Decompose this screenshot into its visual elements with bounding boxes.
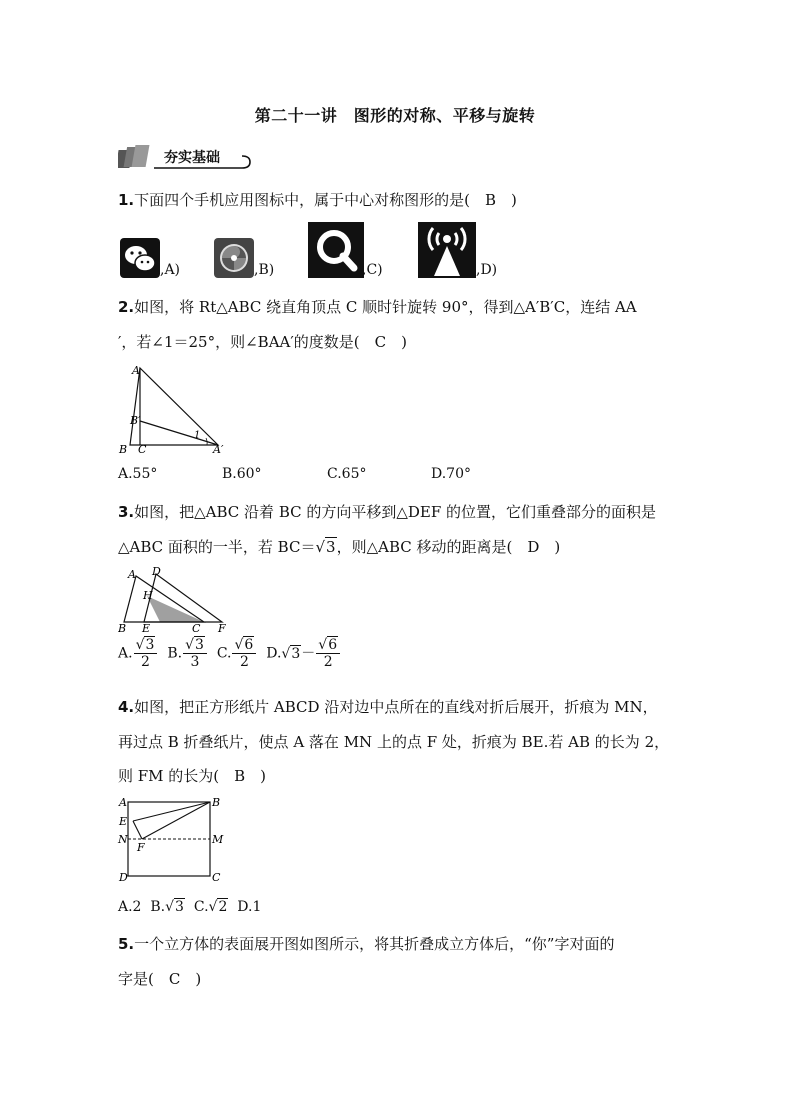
label-b: B (212, 796, 221, 809)
question-number: 5. (118, 935, 135, 953)
q4-option-b-sqrt: √3 (165, 899, 184, 915)
label-a: A (132, 364, 140, 377)
label-n: N (118, 833, 128, 846)
option-b-label: ,B) (254, 262, 275, 278)
q3-option-c-fraction: $\frac{√6}{2}$ (232, 638, 256, 669)
square-fold-figure (116, 794, 226, 886)
sqrt-expression: √3 (315, 538, 336, 556)
question-text: 如图，将 Rt△ABC 绕直角顶点 C 顺时针旋转 90°，得到△A′B′C，连结 AA (134, 298, 637, 316)
q3-option-b-fraction: $\frac{√3}{3}$ (183, 638, 207, 669)
label-f: F (137, 841, 145, 854)
q3-option-d-fraction: $\frac{√6}{2}$ (316, 638, 340, 669)
question-text: 下面四个手机应用图标中，属于中心对称图形的是( B ) (134, 191, 517, 209)
q4-option-c-sqrt: √2 (208, 899, 228, 915)
question-3-line-1 (118, 502, 656, 522)
question-3-line-2 (118, 537, 560, 557)
option-a-label: ,A) (160, 262, 181, 278)
q3-option-d-sqrt: √3 (281, 645, 301, 662)
q3-option-b-label: B. (167, 645, 183, 662)
option-d-label: ,D) (476, 262, 498, 278)
q4-option-a: A.2 (118, 899, 142, 915)
label-d: D (152, 566, 161, 578)
question-text: 如图，把△ABC 沿着 BC 的方向平移到△DEF 的位置，它们重叠部分的面积是 (134, 503, 657, 521)
q3-option-c-label: C. (216, 645, 232, 662)
option-c-label: ,C) (362, 262, 383, 278)
q4-option-b-label: B. (150, 899, 166, 915)
label-c: C (192, 622, 201, 634)
question-number: 4. (118, 698, 135, 716)
question-5-line-2: 字是( C ) (118, 970, 202, 988)
question-text: ，则△ABC 移动的距离是( D ) (336, 538, 561, 556)
q3-option-d-label: D. (266, 645, 282, 662)
label-b: B (118, 622, 127, 634)
signal-tower-icon (418, 222, 476, 278)
label-b-prime: B′ (130, 414, 141, 427)
section-label: 夯实基础 (164, 150, 220, 166)
label-e: E (142, 622, 151, 634)
rotation-triangle-figure (118, 362, 238, 454)
q2-option-a: A.55° (118, 466, 158, 482)
question-2-line-2: ′，若∠1＝25°，则∠BAA′的度数是( C ) (118, 333, 407, 351)
question-number: 2. (118, 298, 135, 316)
search-app-icon (308, 222, 364, 278)
q3-option-a-fraction: $\frac{√3}{2}$ (134, 638, 158, 669)
label-c: C (138, 443, 147, 454)
label-h: H (143, 589, 153, 602)
q2-option-d: D.70° (431, 466, 471, 482)
translation-triangle-figure (118, 566, 238, 634)
question-2-line-1 (118, 297, 637, 317)
question-4-line-1 (118, 697, 658, 717)
label-angle-1: 1 (194, 430, 201, 441)
label-a-prime: A′ (213, 443, 224, 454)
label-c: C (212, 871, 221, 884)
q4-options (118, 899, 261, 915)
q2-option-b: B.60° (222, 466, 262, 482)
wechat-icon (120, 238, 160, 278)
label-a: A (119, 796, 127, 809)
question-number: 1. (118, 191, 135, 209)
label-f: F (218, 622, 226, 634)
question-text: △ABC 面积的一半，若 BC＝ (118, 538, 316, 556)
label-d: D (119, 871, 128, 884)
question-4-line-3: 则 FM 的长为( B ) (118, 767, 267, 785)
q3-options: A. $\frac{√3}{2}$ B. $\frac{√3}{3}$ C. $\frac{√6}{2}$ D.√3－ $\frac{√6}{2}$ (118, 638, 341, 669)
page-title: 第二十一讲 图形的对称、平移与旋转 (254, 106, 536, 125)
q4-option-c-label: C. (193, 899, 209, 915)
label-e: E (119, 815, 128, 828)
question-text: 如图，把正方形纸片 ABCD 沿对边中点所在的直线对折后展开，折痕为 MN， (134, 698, 658, 716)
q2-option-c: C.65° (327, 466, 367, 482)
label-b: B (119, 443, 128, 454)
swirl-app-icon (214, 238, 254, 278)
question-1 (118, 190, 517, 210)
label-a: A (128, 568, 136, 581)
q3-option-a-label: A. (118, 645, 133, 662)
q4-option-d: D.1 (237, 899, 262, 915)
question-number: 3. (118, 503, 135, 521)
question-4-line-2: 再过点 B 折叠纸片，使点 A 落在 MN 上的点 F 处，折痕为 BE.若 AB 的长为 2， (118, 733, 670, 751)
question-text: 一个立方体的表面展开图如图所示，将其折叠成立方体后，“你”字对面的 (134, 935, 615, 953)
label-m: M (212, 833, 224, 846)
section-header (118, 142, 258, 172)
question-5-line-1 (118, 934, 614, 954)
